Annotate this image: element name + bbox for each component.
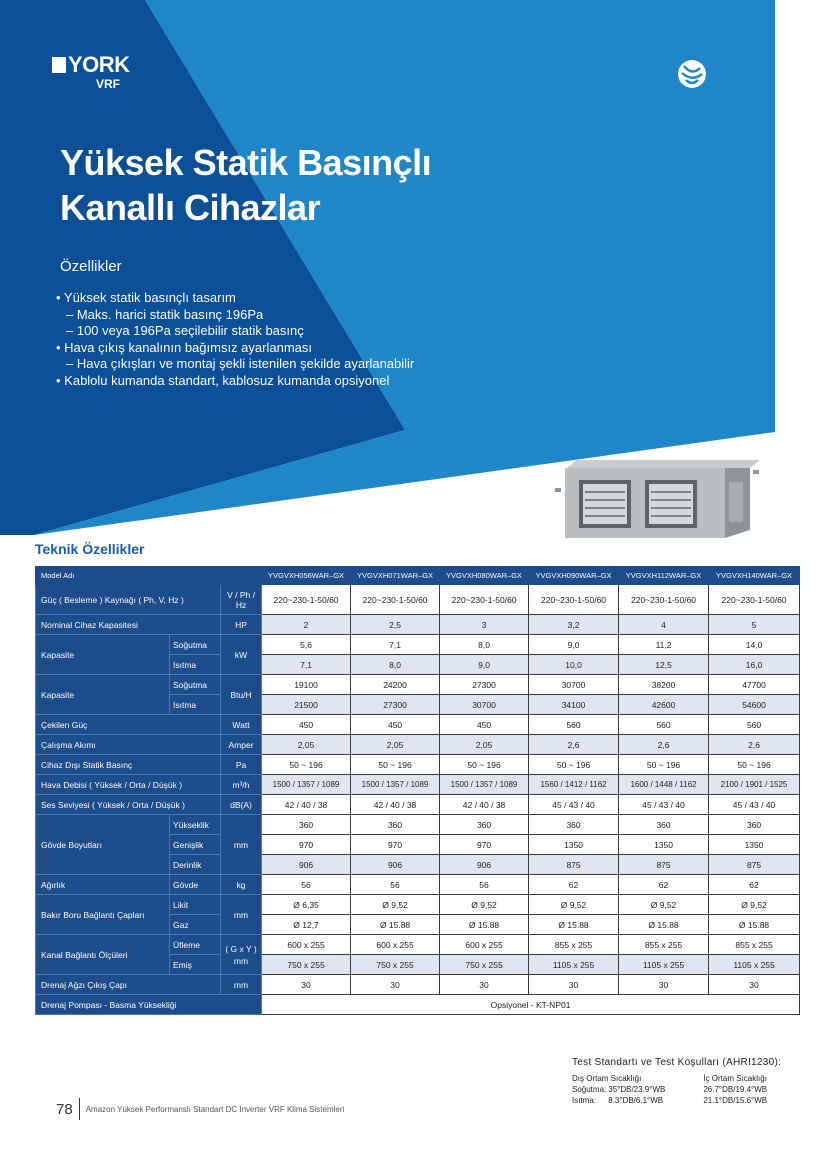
spec-table	[35, 566, 800, 1015]
table-row: Emiş 750 x 255 750 x 255 750 x 255 1105 x 255 1105 x 255 1105 x 255	[36, 955, 800, 975]
test-conditions-title: Test Standartı ve Test Koşulları (AHRI1230):	[572, 1057, 782, 1068]
table-row: Drenaj Pompası - Basma Yüksekliği Opsiyonel - KT-NP01	[36, 995, 800, 1015]
table-row: Kapasite Soğutma Btu/H 19100 24200 27300 30700 38200 47700	[36, 675, 800, 695]
table-row: Bakır Boru Bağlantı Çapları Likit mm Ø 6,35 Ø 9,52 Ø 9,52 Ø 9,52 Ø 9,52 Ø 9,52	[36, 895, 800, 915]
vrf-label: VRF	[96, 77, 120, 91]
table-row: Nominal Cihaz Kapasitesi HP 2 2,5 3 3,2 4 5	[36, 615, 800, 635]
page-title: Yüksek Statik Basınçlı Kanallı Cihazlar	[60, 142, 432, 228]
table-row: Isıtma 7,1 8,0 9,0 10,0 12,5 16,0	[36, 655, 800, 675]
table-row: Gaz Ø 12,7 Ø 15.88 Ø 15.88 Ø 15.88 Ø 15.88 Ø 15.88	[36, 915, 800, 935]
johnson-controls-logo: Johnson Controls	[624, 58, 708, 90]
table-row: Ağırlık Gövde kg 56 56 56 62 62 62	[36, 875, 800, 895]
features-list	[56, 290, 414, 389]
page-number: 78	[56, 1100, 73, 1118]
table-row: Güç ( Besleme ) Kaynağı ( Ph, V, Hz ) V / Ph / Hz 220~230-1-50/60 220~230-1-50/60 220~230-1-50/60 220~230-1-50/60 220~230-1-50/60 220~230-1-50/60	[36, 585, 800, 615]
feature-item: • Hava çıkış kanalının bağımsız ayarlanması	[56, 339, 312, 355]
table-row: Model Adı YVGVXH056WAR–GX YVGVXH071WAR–GX YVGVXH080WAR–GX YVGVXH090WAR–GX YVGVXH112WAR–GX YVGVXH140WAR–GX	[36, 567, 800, 585]
johnson-controls-emblem-icon	[676, 58, 708, 90]
duct-unit-image	[555, 460, 767, 540]
table-row: Dış Ortam Sıcaklığı İç Ortam Sıcaklığı	[572, 1074, 767, 1083]
feature-item: – 100 veya 196Pa seçilebilir statik basınç	[66, 323, 304, 338]
table-row: Çekilen Güç Watt 450 450 450 560 560 560	[36, 715, 800, 735]
table-row: Ses Seviyesi ( Yüksek / Orta / Düşük ) dB(A) 42 / 40 / 38 42 / 40 / 38 42 / 40 / 38 45 / 43 / 40 45 / 43 / 40 45 / 43 / 40	[36, 795, 800, 815]
test-conditions	[572, 1057, 781, 1106]
york-logo: YORK	[52, 54, 130, 76]
table-row: Drenaj Ağzı Çıkış Çapı mm 30 30 30 30 30 30	[36, 975, 800, 995]
feature-item: • Yüksek statik basınçlı tasarım	[56, 290, 236, 305]
footer-text: Amazon Yüksek Performanslı Standart DC Inverter VRF Klima Sistemleri	[85, 1104, 345, 1114]
table-row: Çalışma Akımı Amper 2,05 2,05 2,05 2,6 2,6 2,6	[36, 735, 800, 755]
table-row: Kanal Bağlantı Ölçüleri Üfleme ( G x Y ) mm 600 x 255 600 x 255 600 x 255 855 x 255 855 x 255 855 x 255	[36, 935, 800, 955]
test-conditions-table	[572, 1073, 769, 1106]
feature-item: – Maks. harici statik basınç 196Pa	[66, 306, 264, 322]
features-title: Özellikler	[60, 258, 122, 275]
table-row: Genişlik 970 970 970 1350 1350 1350	[36, 835, 800, 855]
table-row: Derinlik 906 906 906 875 875 875	[36, 855, 800, 875]
page-footer	[56, 1098, 344, 1120]
table-row: Isıtma: 8.3°DB/6.1°WB 21.1°DB/15.6°WB	[572, 1096, 768, 1105]
feature-item: • Kablolu kumanda standart, kablosuz kumanda opsiyonel	[56, 372, 390, 388]
table-row: Soğutma: 35°DB/23.9°WB 26.7°DB/19.4°WB	[572, 1085, 768, 1094]
table-row: Isıtma 21500 27300 30700 34100 42600 54600	[36, 695, 800, 715]
footer-divider	[79, 1098, 80, 1120]
table-row: Cihaz Dışı Statik Basınç Pa 50 ~ 196 50 ~ 196 50 ~ 196 50 ~ 196 50 ~ 196 50 ~ 196	[36, 755, 800, 775]
feature-item: – Hava çıkışları ve montaj şekli istenilen şekilde ayarlanabilir	[66, 356, 415, 371]
york-vrf-logo	[52, 54, 130, 91]
table-row: Kapasite Soğutma kW 5,6 7,1 8,0 9,0 11,2 14,0	[36, 635, 800, 655]
spec-title: Teknik Özellikler	[35, 541, 145, 557]
table-row: Hava Debisi ( Yüksek / Orta / Düşük ) m³/h 1500 / 1357 / 1089 1500 / 1357 / 1089 1500 / 1357 / 1089 1560 / 1412 / 1162 1600 / 1448 / 1162 2100 / 1901 / 1525	[36, 775, 800, 795]
table-row: Gövde Boyutları Yükseklik mm 360 360 360 360 360 360	[36, 815, 800, 835]
